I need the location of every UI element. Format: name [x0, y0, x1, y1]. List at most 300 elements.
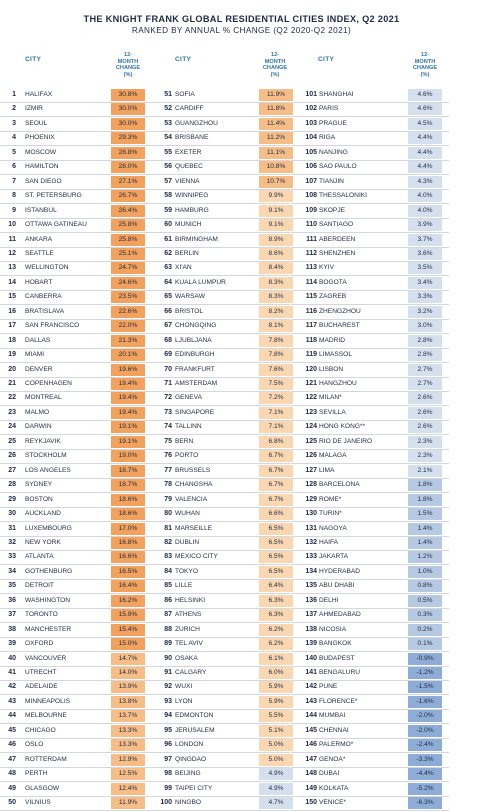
rank-label: 46	[8, 741, 16, 749]
change-value-cell: 11.8%	[259, 103, 293, 115]
rank-label: 75	[164, 437, 172, 445]
rank-label: 20	[8, 365, 16, 373]
city-name: BRISBANE	[175, 134, 209, 142]
change-value-cell: 8.6%	[259, 248, 293, 260]
rank-label: 99	[164, 784, 172, 792]
change-header-line: 12-	[420, 52, 430, 58]
change-value-cell: 5.5%	[259, 710, 293, 722]
table-row	[0, 391, 148, 405]
change-header-line: (%)	[420, 71, 430, 78]
change-value-cell: 3.2%	[408, 306, 442, 318]
city-name: BOGOTA	[319, 278, 347, 286]
rank-label: 50	[8, 799, 16, 807]
table-row	[148, 435, 290, 449]
change-value-cell: -1.5%	[408, 681, 442, 693]
change-header-line: CHANGE	[262, 65, 288, 71]
city-name: ANKARA	[25, 235, 53, 243]
city-header: CITY	[318, 56, 335, 63]
city-name: VIENNA	[175, 177, 200, 185]
city-name: MONTREAL	[25, 394, 62, 402]
change-value-cell: 2.6%	[408, 421, 442, 433]
change-value-cell: 13.3%	[111, 739, 145, 751]
table-row	[148, 117, 290, 131]
table-row	[0, 319, 148, 333]
change-value-cell: 19.0%	[111, 450, 145, 462]
rank-label: 147	[305, 755, 317, 763]
rank-label: 104	[305, 134, 317, 142]
change-value-cell: -2.4%	[408, 739, 442, 751]
city-name: PARIS	[319, 105, 339, 113]
rank-label: 17	[8, 322, 16, 330]
city-name: VENICE*	[319, 799, 347, 807]
city-name: HAIFA	[319, 538, 339, 546]
city-name: SKOPJE	[319, 206, 346, 214]
table-row	[148, 247, 290, 261]
table-row	[291, 377, 449, 391]
city-name: PRAGUE	[319, 119, 347, 127]
change-value-cell: 2.7%	[408, 378, 442, 390]
change-value-cell: 1.8%	[408, 479, 442, 491]
change-value-cell: 1.2%	[408, 551, 442, 563]
table-row	[148, 550, 290, 564]
change-value-cell: 19.4%	[111, 392, 145, 404]
change-value-cell: 3.0%	[408, 320, 442, 332]
city-name: DARWIN	[25, 423, 52, 431]
change-value-cell: 24.6%	[111, 277, 145, 289]
table-row	[291, 767, 449, 781]
table-row	[0, 738, 148, 752]
city-name: AHMEDABAD	[319, 611, 361, 619]
city-name: KYIV	[319, 264, 335, 272]
city-name: MILAN*	[319, 394, 342, 402]
change-value-cell: 7.2%	[259, 392, 293, 404]
rank-label: 65	[164, 293, 172, 301]
table-row	[291, 753, 449, 767]
city-header: CITY	[175, 56, 192, 63]
change-value-cell: -1.6%	[408, 696, 442, 708]
table-row	[148, 652, 290, 666]
rank-label: 14	[8, 278, 16, 286]
city-name: HANGZHOU	[319, 380, 357, 387]
change-value-cell: 1.4%	[408, 523, 442, 535]
rank-label: 44	[8, 712, 16, 720]
rank-label: 28	[8, 481, 16, 489]
city-name: BUCHAREST	[319, 322, 360, 330]
rank-label: 81	[164, 524, 172, 532]
table-row	[0, 117, 148, 131]
city-name: STOCKHOLM	[25, 452, 67, 460]
change-value-cell: -5.2%	[408, 783, 442, 795]
change-header	[254, 52, 296, 78]
table-row	[148, 507, 290, 521]
change-value-cell: 4.6%	[408, 89, 442, 101]
change-value-cell: 6.5%	[259, 566, 293, 578]
change-value-cell: 4.4%	[408, 161, 442, 173]
rank-label: 12	[8, 249, 16, 257]
city-name: CHENNAI	[319, 726, 349, 734]
table-row	[148, 290, 290, 304]
rank-label: 77	[164, 466, 172, 474]
table-row	[148, 767, 290, 781]
rank-label: 93	[164, 697, 172, 705]
rank-label: 55	[164, 148, 172, 156]
table-row	[291, 449, 449, 463]
rank-label: 122	[305, 394, 317, 402]
city-name: CALGARY	[175, 669, 207, 676]
rank-label: 16	[8, 307, 16, 315]
change-value-cell: 8.2%	[259, 306, 293, 318]
rank-label: 89	[164, 640, 172, 648]
rank-label: 140	[305, 654, 317, 662]
rank-label: 117	[305, 322, 317, 330]
rank-label: 76	[164, 452, 172, 460]
rank-label: 78	[164, 481, 172, 489]
city-name: RIO DE JANEIRO	[319, 437, 373, 445]
rank-label: 116	[305, 307, 317, 315]
rank-label: 101	[305, 91, 317, 98]
change-value-cell: 6.7%	[259, 494, 293, 506]
city-name: HYDERABAD	[319, 567, 361, 575]
change-header-line: 12-	[270, 52, 280, 58]
rank-label: 92	[164, 683, 172, 691]
rank-label: 88	[164, 625, 172, 633]
change-value-cell: 7.1%	[259, 421, 293, 433]
table-row	[0, 406, 148, 420]
city-name: MINNEAPOLIS	[25, 697, 71, 705]
city-name: TORONTO	[25, 611, 58, 619]
change-value-cell: 19.1%	[111, 421, 145, 433]
rank-label: 2	[12, 105, 16, 113]
table-row	[291, 88, 449, 102]
rank-label: 121	[305, 380, 317, 387]
change-value-cell: 1.8%	[408, 494, 442, 506]
change-value-cell: 3.6%	[408, 248, 442, 260]
change-value-cell: 6.3%	[259, 595, 293, 607]
change-value-cell: 6.7%	[259, 465, 293, 477]
change-header-line: CHANGE	[115, 65, 141, 71]
city-name: BOSTON	[25, 495, 53, 503]
table-row	[291, 478, 449, 492]
rank-label: 129	[305, 495, 317, 503]
city-name: BANGKOK	[319, 640, 352, 648]
city-name: EDMONTON	[175, 712, 214, 720]
table-row	[291, 522, 449, 536]
rank-label: 98	[164, 770, 172, 778]
row-divider	[291, 810, 449, 811]
chart-title: THE KNIGHT FRANK GLOBAL RESIDENTIAL CITIES INDEX, Q2 2021	[83, 14, 400, 24]
table-row	[148, 420, 290, 434]
rank-label: 53	[164, 119, 172, 127]
table-row	[291, 102, 449, 116]
city-name: PERTH	[25, 770, 48, 778]
change-value-cell: 4.0%	[408, 190, 442, 202]
change-value-cell: 12.5%	[111, 768, 145, 780]
change-value-cell: 3.4%	[408, 277, 442, 289]
table-row	[148, 88, 290, 102]
table-row	[148, 666, 290, 680]
city-name: SOFIA	[175, 91, 195, 98]
rank-label: 149	[305, 784, 317, 792]
city-name: BEIJING	[175, 770, 201, 778]
city-name: DENVER	[25, 365, 53, 373]
change-value-cell: 4.6%	[408, 103, 442, 115]
city-name: EXETER	[175, 148, 202, 156]
city-name: GLASGOW	[25, 784, 60, 792]
city-name: SAO PAULO	[319, 163, 357, 171]
city-name: BERLIN	[175, 249, 199, 257]
table-row	[0, 449, 148, 463]
change-value-cell: 11.4%	[259, 118, 293, 130]
city-name: LJUBLJANA	[175, 336, 212, 344]
rank-label: 74	[164, 423, 172, 431]
table-row	[291, 146, 449, 160]
change-value-cell: 6.5%	[259, 537, 293, 549]
city-name: ROTTERDAM	[25, 755, 67, 763]
rank-label: 70	[164, 365, 172, 373]
city-name: BUDAPEST	[319, 654, 355, 662]
table-row	[291, 565, 449, 579]
rank-label: 82	[164, 538, 172, 546]
rank-label: 134	[305, 567, 317, 575]
rank-label: 84	[164, 567, 172, 575]
rank-label: 130	[305, 510, 317, 518]
change-value-cell: 19.1%	[111, 436, 145, 448]
change-value-cell: 13.7%	[111, 710, 145, 722]
change-value-cell: 28.0%	[111, 161, 145, 173]
rank-label: 83	[164, 553, 172, 561]
change-value-cell: 11.1%	[259, 147, 293, 159]
table-row	[148, 579, 290, 593]
change-value-cell: -4.4%	[408, 768, 442, 780]
table-row	[148, 348, 290, 362]
city-name: NAGOYA	[319, 524, 347, 532]
city-name: BRATISLAVA	[25, 307, 65, 315]
table-row	[291, 363, 449, 377]
change-header-line: MONTH	[414, 58, 436, 65]
change-value-cell: 18.7%	[111, 465, 145, 477]
table-row	[291, 594, 449, 608]
change-value-cell: 20.1%	[111, 349, 145, 361]
city-name: SEOUL	[25, 119, 48, 127]
table-row	[0, 550, 148, 564]
change-header	[107, 52, 149, 78]
table-row	[291, 666, 449, 680]
table-row	[0, 290, 148, 304]
city-name: NICOSIA	[319, 625, 347, 633]
city-name: AUCKLAND	[25, 510, 61, 518]
city-name: SAN DIEGO	[25, 177, 62, 185]
change-value-cell: 23.5%	[111, 291, 145, 303]
change-value-cell: 5.0%	[259, 739, 293, 751]
table-row	[291, 420, 449, 434]
rank-label: 125	[305, 437, 317, 445]
change-value-cell: 1.5%	[408, 508, 442, 520]
rank-label: 51	[164, 91, 172, 98]
table-row	[0, 565, 148, 579]
table-row	[0, 102, 148, 116]
city-name: OSLO	[25, 741, 44, 749]
table-row	[291, 623, 449, 637]
rank-label: 9	[12, 206, 16, 214]
rank-label: 66	[164, 307, 172, 315]
rank-label: 95	[164, 726, 172, 734]
change-value-cell: 18.6%	[111, 494, 145, 506]
table-row	[291, 796, 449, 810]
rank-label: 47	[8, 755, 16, 763]
city-name: KUALA LUMPUR	[175, 278, 226, 286]
change-value-cell: 24.7%	[111, 262, 145, 274]
table-row	[0, 175, 148, 189]
city-name: TEL AVIV	[175, 640, 203, 648]
change-value-cell: 3.7%	[408, 234, 442, 246]
rank-label: 139	[305, 640, 317, 648]
table-row	[0, 464, 148, 478]
table-row	[148, 131, 290, 145]
table-row	[148, 565, 290, 579]
city-name: ISTANBUL	[25, 206, 57, 214]
change-value-cell: 28.8%	[111, 147, 145, 159]
rank-label: 54	[164, 134, 172, 142]
change-value-cell: 10.7%	[259, 176, 293, 188]
table-row	[291, 290, 449, 304]
change-value-cell: 5.0%	[259, 754, 293, 766]
table-row	[291, 579, 449, 593]
rank-label: 141	[305, 669, 317, 676]
change-value-cell: 25.1%	[111, 248, 145, 260]
table-row	[0, 623, 148, 637]
table-row	[291, 680, 449, 694]
change-value-cell: 2.3%	[408, 450, 442, 462]
change-value-cell: 5.9%	[259, 681, 293, 693]
table-row	[148, 695, 290, 709]
city-name: THESSALONIKI	[319, 192, 368, 200]
table-row	[148, 608, 290, 622]
table-row	[0, 522, 148, 536]
city-name: PORTO	[175, 452, 199, 460]
table-row	[148, 680, 290, 694]
rank-label: 22	[8, 394, 16, 402]
city-name: CHANGSHA	[175, 481, 213, 489]
change-value-cell: 13.3%	[111, 725, 145, 737]
city-name: VALENCIA	[175, 495, 208, 503]
rank-label: 86	[164, 596, 172, 604]
rank-label: 73	[164, 408, 172, 416]
change-value-cell: 8.3%	[259, 291, 293, 303]
rank-label: 85	[164, 582, 172, 590]
city-name: TAIPEI CITY	[175, 784, 213, 792]
city-name: COPENHAGEN	[25, 380, 72, 387]
city-name: LUXEMBOURG	[25, 524, 72, 532]
city-name: HAMILTON	[25, 163, 59, 171]
table-row	[0, 261, 148, 275]
change-value-cell: 6.1%	[259, 653, 293, 665]
city-name: TIANJIN	[319, 177, 344, 185]
city-name: SINGAPORE	[175, 408, 215, 416]
city-name: ZURICH	[175, 625, 200, 633]
city-name: WARSAW	[175, 293, 205, 301]
change-value-cell: 26.4%	[111, 205, 145, 217]
rank-label: 57	[164, 177, 172, 185]
rank-label: 115	[305, 293, 317, 301]
table-row	[148, 406, 290, 420]
city-name: MALAGA	[319, 452, 347, 460]
table-row	[291, 305, 449, 319]
change-value-cell: 19.4%	[111, 378, 145, 390]
change-value-cell: 16.6%	[111, 551, 145, 563]
change-value-cell: 16.2%	[111, 595, 145, 607]
city-name: SAN FRANCISCO	[25, 322, 80, 330]
table-row	[148, 233, 290, 247]
change-value-cell: 15.9%	[111, 609, 145, 621]
rank-label: 58	[164, 192, 172, 200]
change-value-cell: 6.8%	[259, 436, 293, 448]
rank-label: 26	[8, 452, 16, 460]
rank-label: 131	[305, 524, 317, 532]
city-name: NANJING	[319, 148, 348, 156]
change-value-cell: 2.7%	[408, 364, 442, 376]
rank-label: 64	[164, 278, 172, 286]
city-name: ZAGREB	[319, 293, 347, 301]
rank-label: 32	[8, 538, 16, 546]
city-name: LISBON	[319, 365, 344, 373]
rank-label: 87	[164, 611, 172, 619]
change-value-cell: 13.8%	[111, 696, 145, 708]
change-value-cell: 0.3%	[408, 609, 442, 621]
rank-label: 148	[305, 770, 317, 778]
city-name: OTTAWA GATINEAU	[25, 221, 87, 229]
table-row	[148, 189, 290, 203]
table-row	[0, 796, 148, 810]
rank-label: 102	[305, 105, 317, 113]
table-row	[148, 724, 290, 738]
city-name: WUXI	[175, 683, 193, 691]
change-value-cell: 12.4%	[111, 783, 145, 795]
rank-label: 107	[305, 177, 317, 185]
rank-label: 71	[164, 380, 172, 387]
rank-label: 126	[305, 452, 317, 460]
change-value-cell: 15.0%	[111, 638, 145, 650]
city-name: WINNIPEG	[175, 192, 209, 200]
city-name: BENGALURU	[319, 669, 361, 676]
city-name: NINGBO	[175, 799, 202, 807]
city-name: PUNE	[319, 683, 338, 691]
change-value-cell: -3.3%	[408, 754, 442, 766]
city-name: ROME*	[319, 495, 342, 503]
city-name: XI'AN	[175, 264, 192, 272]
change-value-cell: 4.9%	[259, 768, 293, 780]
change-value-cell: 2.3%	[408, 436, 442, 448]
city-name: PALERMO*	[319, 741, 354, 749]
city-name: HAMBURG	[175, 206, 209, 214]
table-row	[291, 348, 449, 362]
city-name: DALLAS	[25, 336, 51, 344]
city-name: HONG KONG**	[319, 423, 366, 431]
change-value-cell: 15.4%	[111, 624, 145, 636]
city-name: CANBERRA	[25, 293, 62, 301]
change-value-cell: 6.5%	[259, 551, 293, 563]
city-name: MIAMI	[25, 351, 45, 359]
city-name: HOBART	[25, 278, 53, 286]
rank-label: 106	[305, 163, 317, 171]
city-name: BRUSSELS	[175, 466, 211, 474]
table-row	[148, 493, 290, 507]
city-name: TOKYO	[175, 567, 198, 575]
city-name: DUBLIN	[175, 538, 200, 546]
table-row	[291, 247, 449, 261]
table-row	[291, 652, 449, 666]
change-value-cell: 0.1%	[408, 638, 442, 650]
change-value-cell: 25.8%	[111, 234, 145, 246]
